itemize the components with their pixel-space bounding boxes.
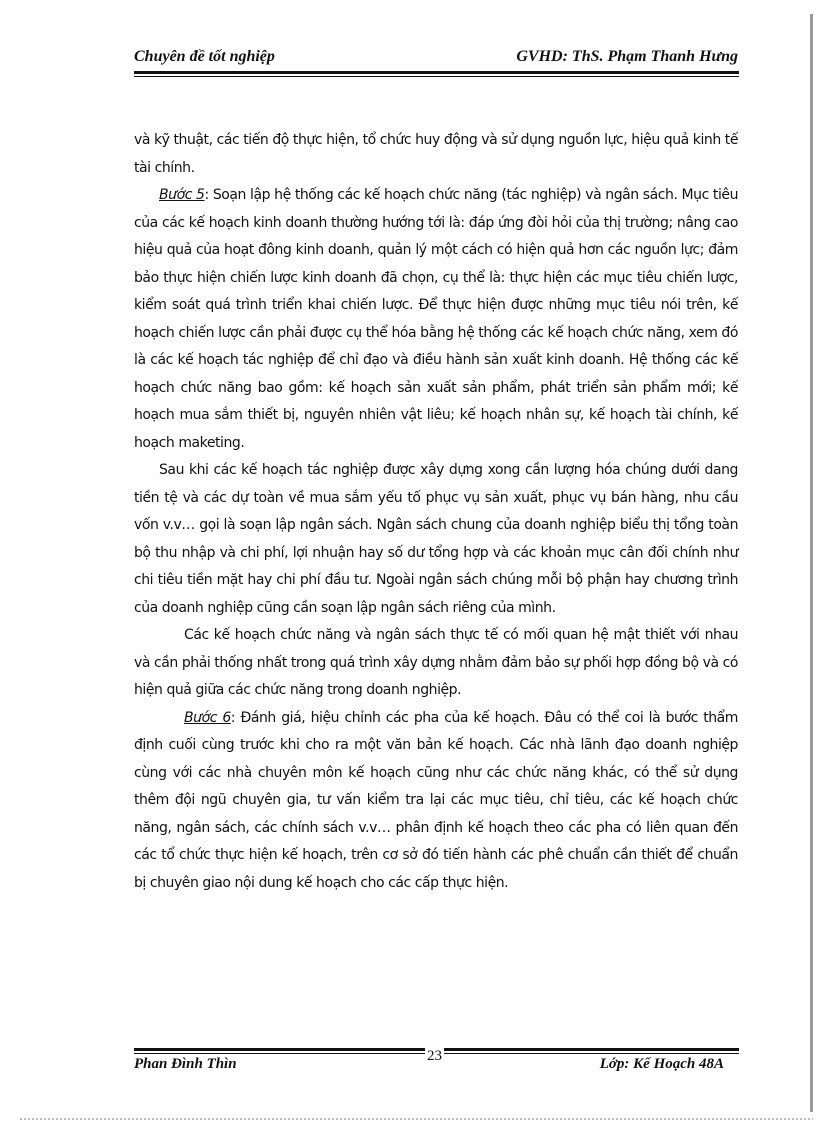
page-border-bottom — [20, 1118, 813, 1120]
paragraph-coordination — [134, 622, 738, 705]
paragraph-text: và kỹ thuật, các tiến độ thực hiện, tổ chức huy động và sử dụng nguồn lực, hiệu quả kinh tế tài chính. — [134, 132, 738, 176]
paragraph-text: Các kế hoạch chức năng và ngân sách thực tế có mối quan hệ mật thiết với nhau và cần phải thống nhất trong quá trình xây dựng nhằm đảm bảo sự phối hợp đồng bộ và có hiện quả giữa các chức năng trong doanh nghiệp. — [134, 627, 738, 698]
paragraph-step-5 — [134, 182, 738, 457]
page-number: 23 — [427, 1048, 442, 1064]
footer-author: Phan Đình Thìn — [134, 1056, 237, 1072]
paragraph-text: : Soạn lập hệ thống các kế hoạch chức năng (tác nghiệp) và ngân sách. Mục tiêu của các kế hoạch kinh doanh thường hướng tới là: đáp ứng đòi hỏi của thị trường; nâng cao hiệu quả của hoạt đông kinh doanh, quản lý một cách có hiện quả hơn các nguồn lực; đảm bảo thực hiện chiến lược kinh doanh đã chọn, cụ thể là: thực hiện các mục tiêu chiến lược, kiểm soát quá trình triển khai chiến lược. Để thực hiện được những mục tiêu nói trên, kế hoạch chiến lược cần phải được cụ thể hóa bằng hệ thống các kế hoạch chức năng, xem đó là các kế hoạch tác nghiệp để chỉ đạo và điều hành sản xuất kinh doanh. Hệ thống các kế hoạch chức năng bao gồm: kế hoạch sản xuất sản phẩm, phát triển sản phẩm mới; kế hoạch mua sắm thiết bị, nguyên nhiên vật liêu; kế hoạch nhân sự, kế hoạch tài chính, kế hoạch maketing. — [134, 187, 738, 451]
header-advisor: GVHD: ThS. Phạm Thanh Hưng — [516, 48, 738, 65]
document-body — [134, 127, 738, 897]
paragraph-budget — [134, 457, 738, 622]
paragraph-text: Sau khi các kế hoạch tác nghiệp được xây dựng xong cần lượng hóa chúng dưới dang tiền tệ và các dự toàn về mua sắm yếu tố phục vụ sản xuất, phục vụ bán hàng, nhu cầu vốn v.v… gọi là soạn lập ngân sách. Ngân sách chung của doanh nghiệp biểu thị tổng toàn bộ thu nhập và chi phí, lợi nhuận hay số dư tổng hợp và các khoản mục cân đối chính như chi tiêu tiền mặt hay chi phí đầu tư. Ngoài ngân sách chúng mỗi bộ phận hay chương trình của doanh nghiệp cũng cần soạn lập ngân sách riêng của mình. — [134, 462, 738, 616]
paragraph-continuation — [134, 127, 738, 182]
page-header — [134, 48, 738, 70]
header-rule-thick — [134, 71, 739, 74]
paragraph-step-6 — [134, 705, 738, 898]
page-footer — [134, 1054, 738, 1076]
paragraph-text: : Đánh giá, hiệu chỉnh các pha của kế hoạch. Đâu có thể coi là bước thẩm định cuối cùng trước khi cho ra một văn bản kế hoạch. Các nhà lãnh đạo doanh nghiệp cùng với các nhà chuyên môn kế hoạch cũng như các chức năng khác, có thể sử dụng thêm đội ngũ chuyên gia, tư vấn kiểm tra lại các mục tiêu, chỉ tiêu, các kế hoạch chức năng, ngân sách, các chính sách v.v… phân định kế hoạch theo các pha có liên quan đến các tổ chức thực hiện kế hoạch, trên cơ sở đó tiến hành các phê chuẩn cần thiết để chuẩn bị chuyên giao nội dung kế hoạch cho các cấp thực hiện. — [134, 709, 738, 891]
footer-class: Lớp: Kế Hoạch 48A — [599, 1056, 724, 1072]
header-title: Chuyên đề tốt nghiệp — [134, 48, 275, 65]
step-5-label: Bước 5 — [159, 187, 205, 203]
step-6-label: Bước 6 — [184, 709, 231, 726]
page-border-right — [810, 14, 813, 1112]
header-rule-thin — [134, 76, 739, 77]
